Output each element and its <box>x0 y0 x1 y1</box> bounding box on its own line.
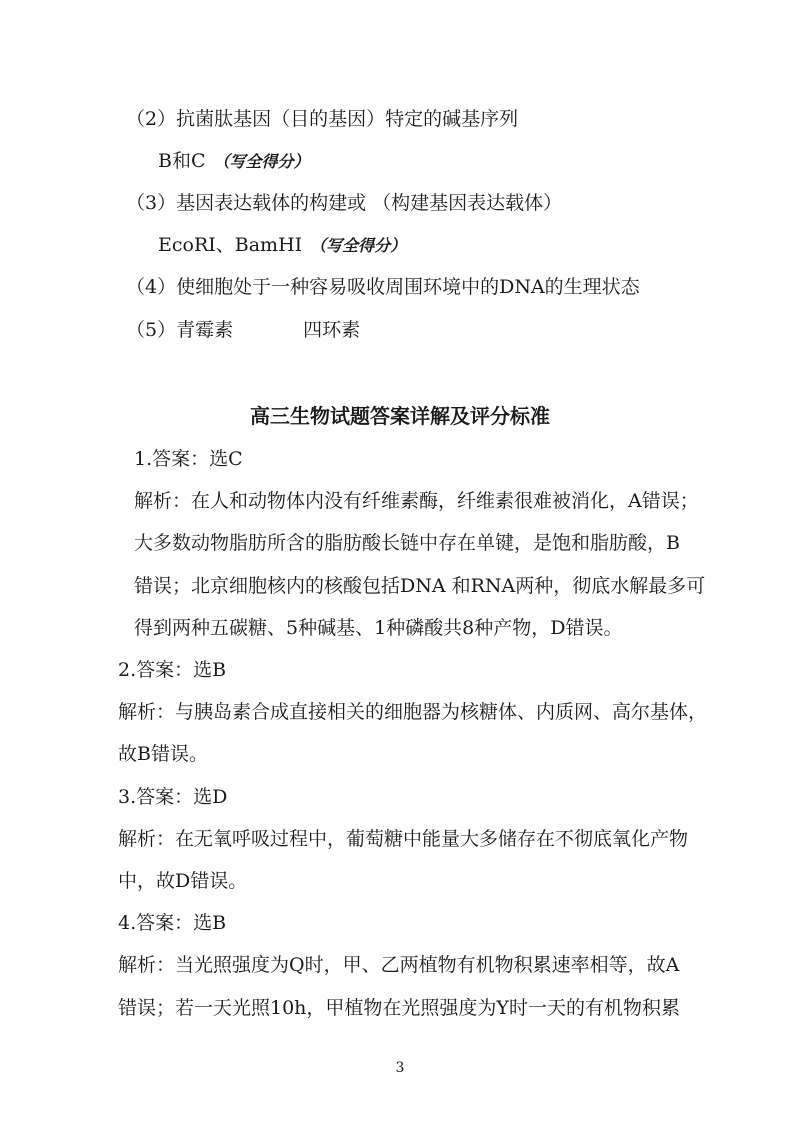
explanation-4-line2: 错误；若一天光照10h，甲植物在光照强度为Y时一天的有机物积累 <box>118 997 680 1019</box>
answer-4: 4.答案：选B <box>118 912 227 934</box>
answer-q2-value: B和C <box>158 150 206 172</box>
explanation-3-line1: 解析：在无氧呼吸过程中，葡萄糖中能量大多储存在不彻底氧化产物 <box>118 828 689 850</box>
explanation-2-line1: 解析：与胰岛素合成直接相关的细胞器为核糖体、内质网、高尔基体， <box>118 701 708 723</box>
answer-q3-value: EcoRⅠ、BamHⅠ <box>158 234 303 256</box>
answer-2: 2.答案：选B <box>118 659 227 681</box>
section-title: 高三生物试题答案详解及评分标准 <box>250 404 550 428</box>
explanation-4-line1: 解析：当光照强度为Q时，甲、乙两植物有机物积累速率相等，故A <box>118 954 680 976</box>
answer-q5-line1 <box>126 317 360 343</box>
answer-3: 3.答案：选D <box>118 786 228 808</box>
explanation-3-line2: 中，故D错误。 <box>118 870 248 892</box>
explanation-1-line3: 错误；北京细胞核内的核酸包括DNA 和RNA两种，彻底水解最多可 <box>134 575 706 597</box>
scoring-note: （写全得分） <box>213 152 310 171</box>
answer-1: 1.答案：选C <box>134 448 243 470</box>
scoring-note: （写全得分） <box>310 236 407 255</box>
explanation-2-line2: 故B错误。 <box>118 743 208 765</box>
explanation-1-line2: 大多数动物脂肪所含的脂肪酸长链中存在单键，是饱和脂肪酸，B <box>134 532 680 554</box>
answer-q2-line2 <box>158 148 310 175</box>
answer-q3-line1: （3）基因表达载体的构建或 （构建基因表达载体） <box>126 192 563 214</box>
explanation-1-line4: 得到两种五碳糖、5种碱基、1种磷酸共8种产物，D错误。 <box>134 617 623 639</box>
answer-q3-line2 <box>158 232 406 259</box>
answer-q5-part2: 四环素 <box>303 319 361 341</box>
answer-q2-line1: （2）抗菌肽基因（目的基因）特定的碱基序列 <box>126 108 519 130</box>
explanation-1-line1: 解析：在人和动物体内没有纤维素酶，纤维素很难被消化，A错误； <box>134 490 699 512</box>
answer-q4-line1: （4）使细胞处于一种容易吸收周围环境中的DNA的生理状态 <box>126 276 640 298</box>
page-number: 3 <box>395 1060 405 1076</box>
answer-q5-part1: （5）青霉素 <box>126 319 234 341</box>
